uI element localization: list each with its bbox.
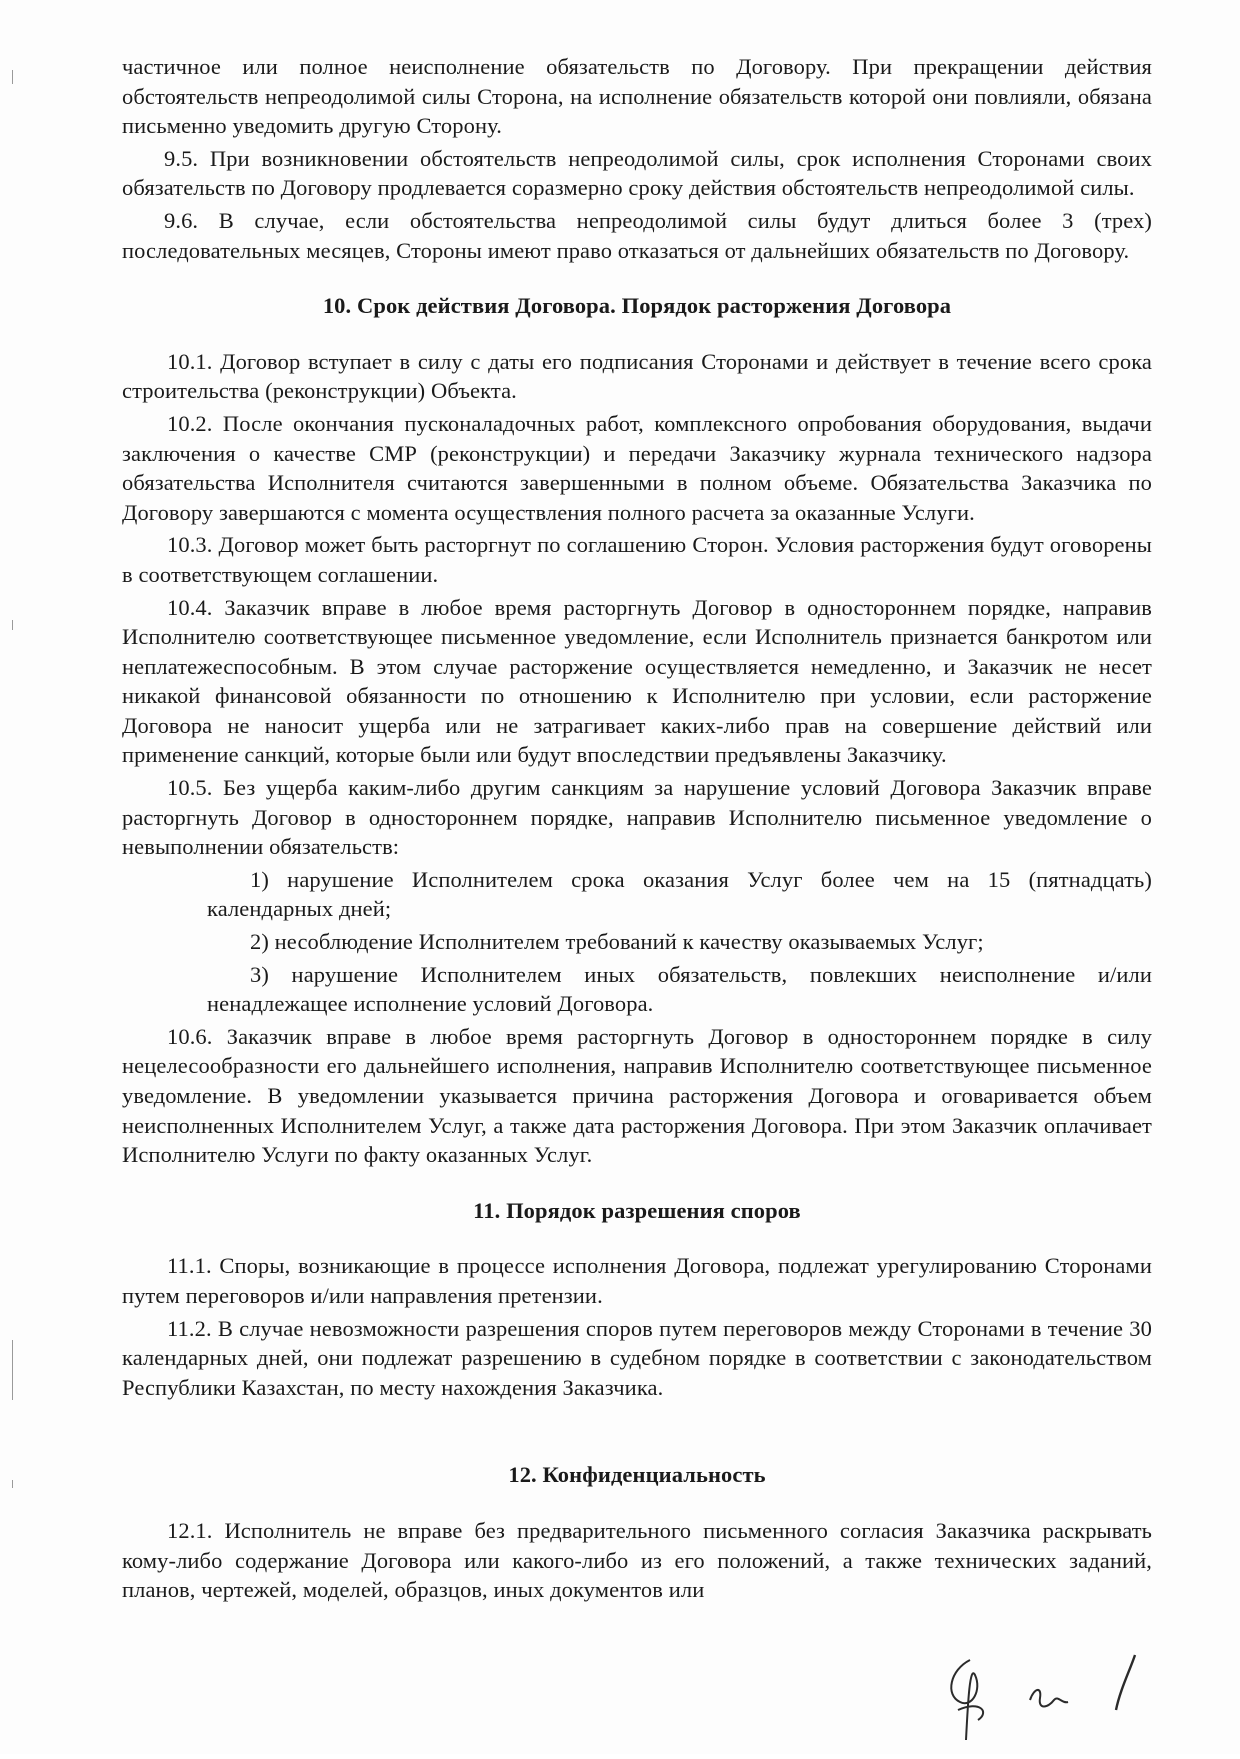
section-10-heading: 10. Срок действия Договора. Порядок расторжения Договора (322, 293, 952, 319)
paragraph-9-6: 9.6. В случае, если обстоятельства непреодолимой силы будут длиться более 3 (трех) последовательных месяцев, Стороны имеют право отказаться от дальнейших обязательств по Договору. (122, 207, 1152, 263)
signature-1 (951, 1660, 983, 1740)
section-11-heading: 11. Порядок разрешения споров (473, 1197, 801, 1223)
paragraph-10-6: 10.6. Заказчик вправе в любое время расторгнуть Договор в одностороннем порядке в силу нецелесообразности его дальнейшего исполнения, направив Исполнителю соответствующее письменное уведомление. В уведомлении указывается причина расторжения Договора и оговаривается объем неисполненных Исполнителем Услуг, а также дата расторжения Договора. При этом Заказчик оплачивает Исполнителю Услуги по факту оказанных Услуг. (122, 1023, 1152, 1168)
section-12-heading: 12. Конфиденциальность (508, 1462, 766, 1488)
paragraph-10-1: 10.1. Договор вступает в силу с даты его подписания Сторонами и действует в течение всего срока строительства (реконструкции) Объекта. (122, 348, 1152, 404)
paragraph-10-5: 10.5. Без ущерба каким-либо другим санкциям за нарушение условий Договора Заказчик вправе расторгнуть Договор в одностороннем порядке, направив Исполнителю письменное уведомление о невыполнении обязательств: (122, 775, 1152, 860)
list-item-10-5-3: 3) нарушение Исполнителем иных обязательств, повлекших неисполнение и/или ненадлежащее исполнение условий Договора. (207, 961, 1152, 1017)
paragraph-9-5: 9.5. При возникновении обстоятельств непреодолимой силы, срок исполнения Сторонами своих обязательств по Договору продлевается соразмерно сроку действия обстоятельств непреодолимой силы. (122, 145, 1152, 201)
signature-2 (1030, 1690, 1068, 1707)
paragraph-9-4-continued: частичное или полное неисполнение обязательств по Договору. При прекращении действия обстоятельств непреодолимой силы Сторона, на исполнение обязательств которой они повлияли, обязана письменно уведомить другую Сторону. (122, 54, 1152, 139)
paragraph-11-1: 11.1. Споры, возникающие в процессе исполнения Договора, подлежат урегулированию Сторонами путем переговоров и/или направления претензии. (122, 1253, 1152, 1308)
handwritten-signatures (930, 1640, 1190, 1754)
list-item-10-5-2: 2) несоблюдение Исполнителем требований к качеству оказываемых Услуг; (250, 929, 984, 955)
signature-3 (1116, 1655, 1135, 1710)
binding-margin-marks (6, 60, 26, 1560)
paragraph-10-3: 10.3. Договор может быть расторгнут по соглашению Сторон. Условия расторжения будут оговорены в соответствующем соглашении. (122, 532, 1152, 587)
list-item-10-5-1: 1) нарушение Исполнителем срока оказания Услуг более чем на 15 (пятнадцать) календарных дней; (207, 866, 1152, 922)
paragraph-10-2: 10.2. После окончания пусконаладочных работ, комплексного опробования оборудования, выдачи заключения о качестве СМР (реконструкции) и передачи Заказчику журнала технического надзора обязательства Исполнителя считаются завершенными в полном объеме. Обязательства Заказчика по Договору завершаются с момента осуществления полного расчета за оказанные Услуги. (122, 410, 1152, 525)
signature-marks (930, 1640, 1190, 1754)
document-body (122, 52, 1152, 1608)
paragraph-11-2: 11.2. В случае невозможности разрешения споров путем переговоров между Сторонами в течение 30 календарных дней, они подлежат разрешению в судебном порядке в соответствии с законодательством Республики Казахстан, по месту нахождения Заказчика. (122, 1315, 1152, 1400)
paragraph-12-1: 12.1. Исполнитель не вправе без предварительного письменного согласия Заказчика раскрывать кому-либо содержание Договора или какого-либо из его положений, а также технических заданий, планов, чертежей, моделей, образцов, иных документов или (122, 1517, 1152, 1603)
paragraph-10-4: 10.4. Заказчик вправе в любое время расторгнуть Договор в одностороннем порядке, направив Исполнителю соответствующее письменное уведомление, если Исполнитель признается банкротом или неплатежеспособным. В этом случае расторжение осуществляется немедленно, и Заказчик не несет никакой финансовой обязанности по отношению к Исполнителю при условии, если расторжение Договора не наносит ущерба или не затрагивает каких-либо прав на совершение действий или применение санкций, которые были или будут впоследствии предъявлены Заказчику. (122, 594, 1152, 768)
